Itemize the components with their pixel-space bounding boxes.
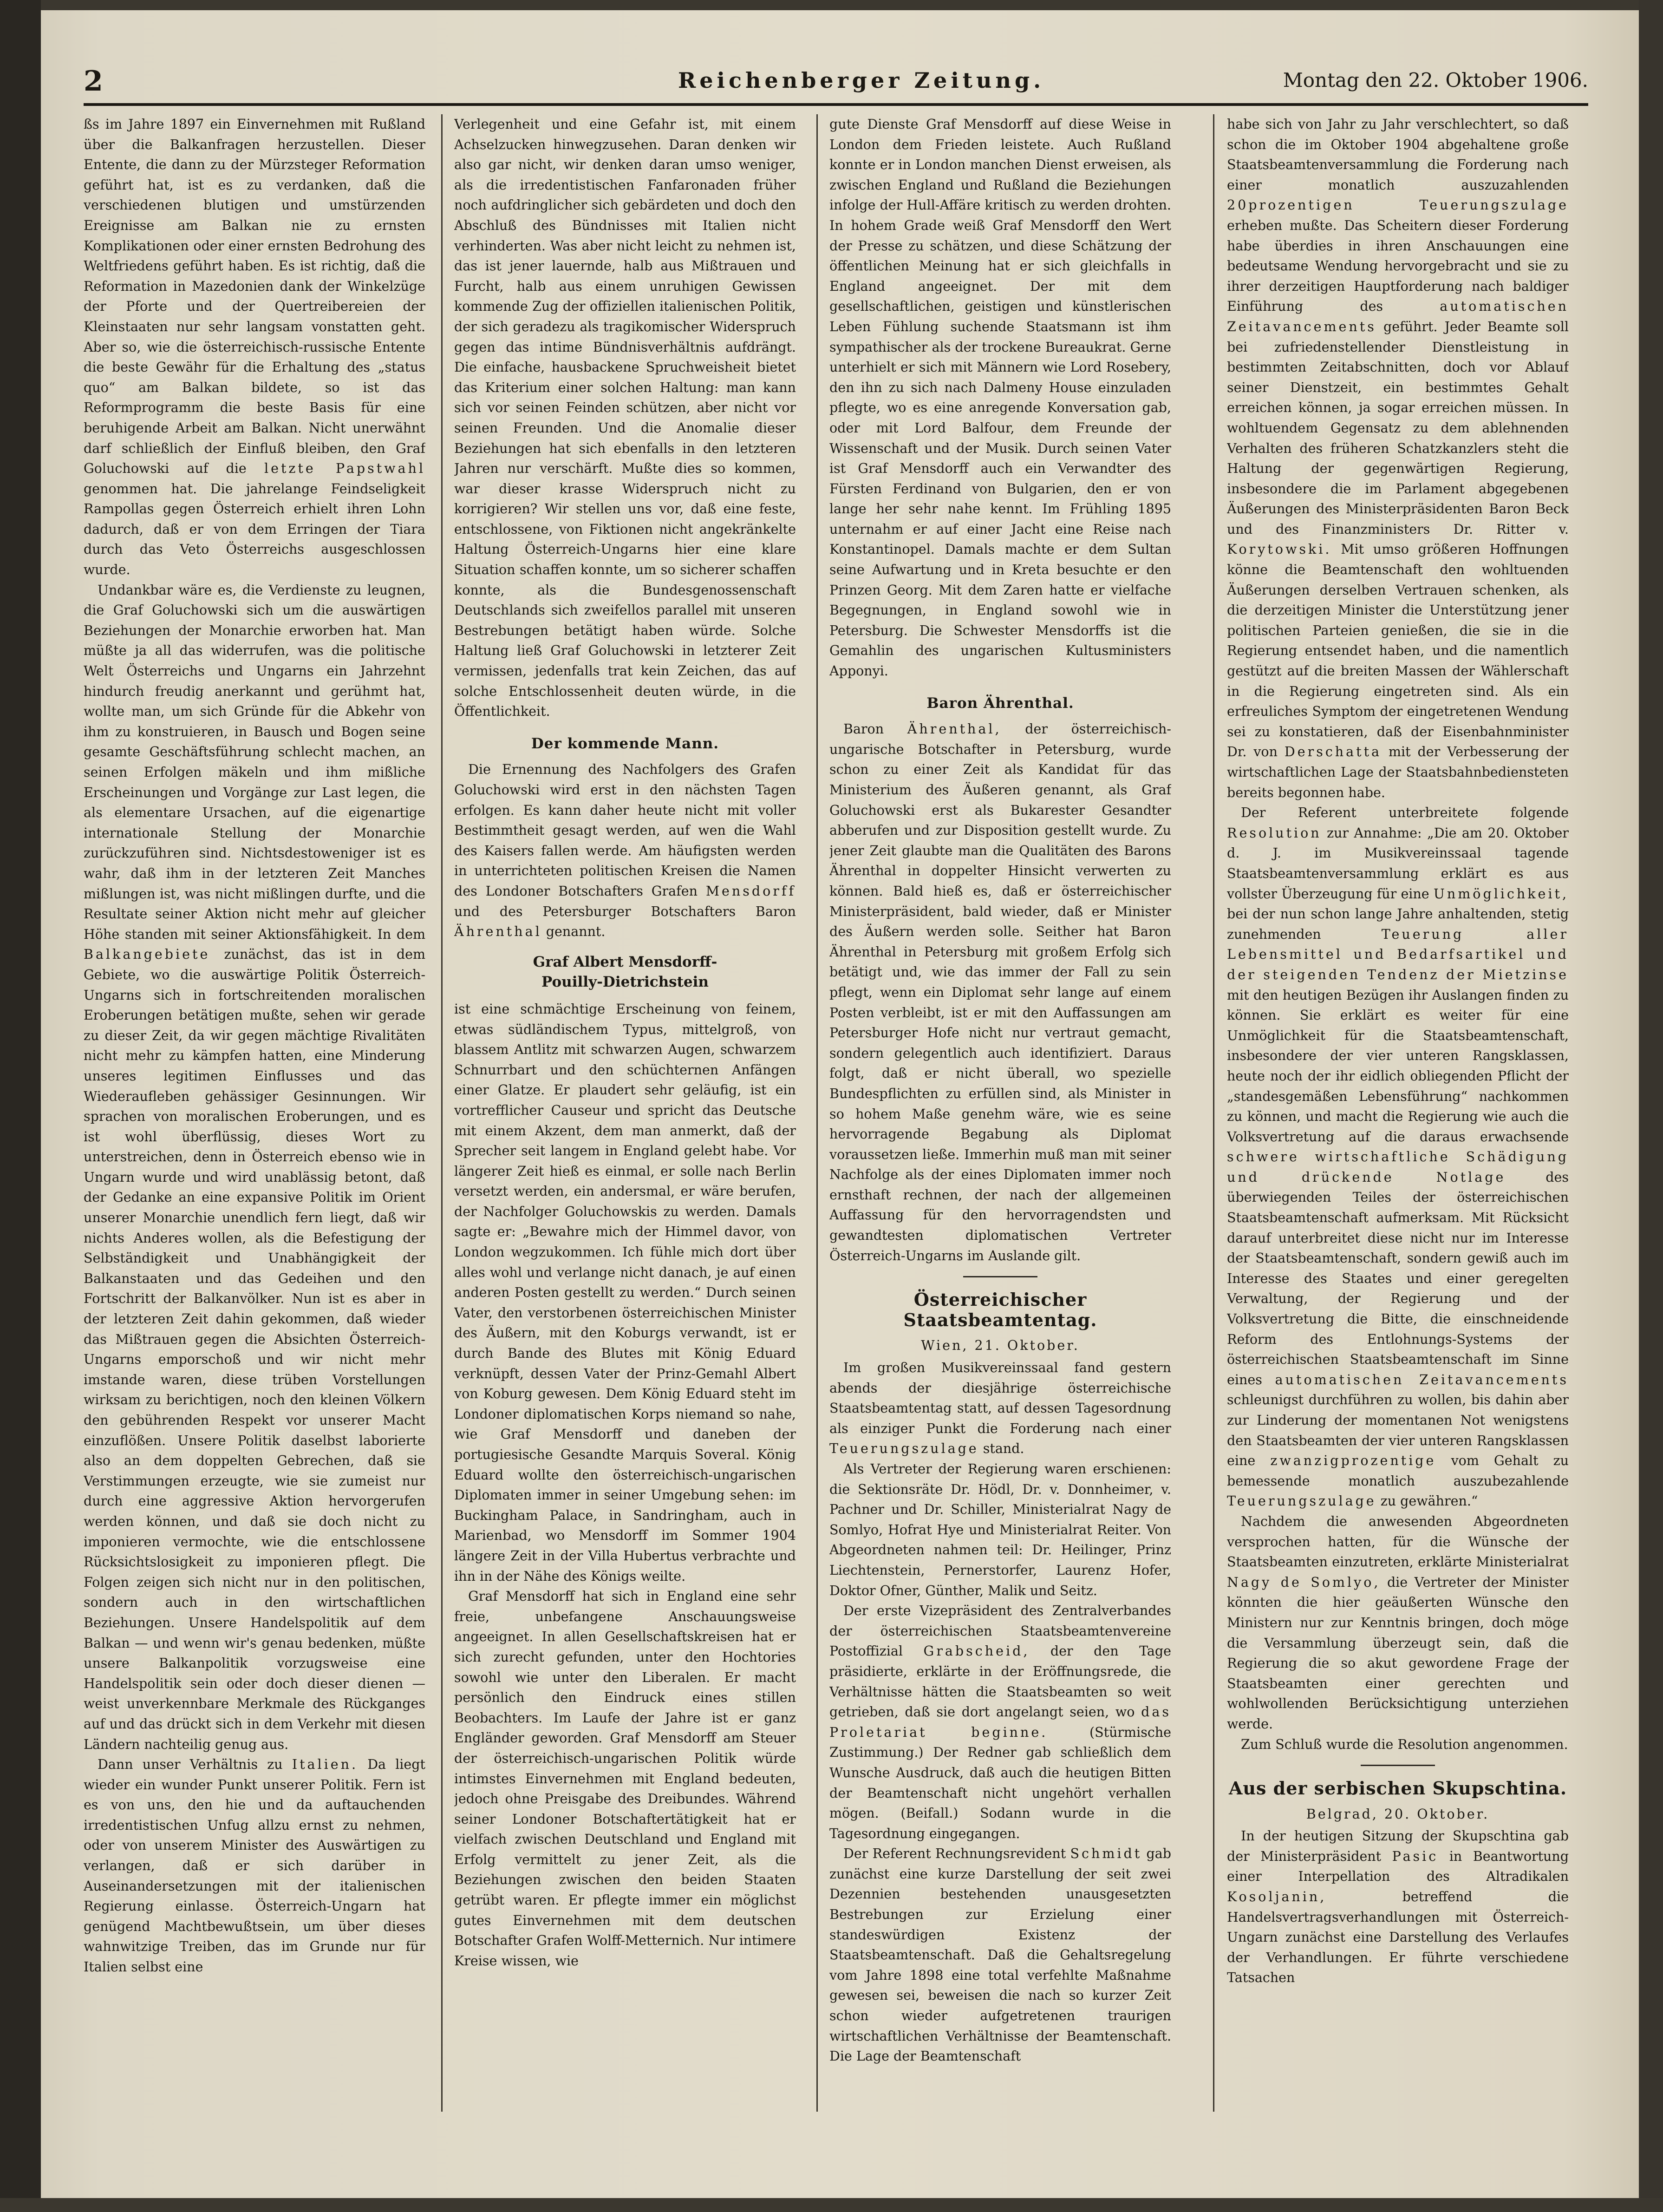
dateline: Belgrad, 20. Oktober. <box>1306 1806 1490 1822</box>
section-heading: Baron Ährenthal. <box>926 694 1074 712</box>
section-heading: Graf Albert Mensdorff- <box>533 953 717 970</box>
paragraph: Der Referent unterbreitete folgende Resolution zur Annahme: „Die am 20. Oktober d. J. im Musikvereinssaal tagende Staatsbeamtenversammlung erklärt es aus vollster Überzeugung für eine Unmöglichkeit, bei der nun schon lange Jahre anhaltenden, stetig zunehmenden Teuerung aller Lebensmittel und Bedarfsartikel und der steigenden Tendenz der Mietzinse mit den heutigen Bezügen ihr Auslangen finden zu können. Sie erklärt es weiter für eine Unmöglichkeit für die Staatsbeamtenschaft, insbesondere der vier unteren Rangsklassen, heute noch der ihr eidlich obliegenden Pflicht der „standesgemäßen Lebensführung“ nachkommen zu können, und macht die Regierung wie auch die Volksvertretung auf die daraus erwachsende schwere wirtschaftliche Schädigung und drückende Notlage des überwiegenden Teiles der österreichischen Staatsbeamtenschaft aufmerksam. Mit Rücksicht darauf unterbreitet diese nicht nur im Interesse der Staatsbeamtenschaft, sondern gewiß auch im Interesse des Staates und einer geregelten Verwaltung, der Regierung und der Volksvertretung die Bitte, die einschneidende Reform des Entlohnungs-Systems der österreichischen Staatsbeamtenschaft im Sinne eines automatischen Zeitavancements schleunigst durchführen zu wollen, bis dahin aber zur Linderung der momentanen Not wenigstens den Staatsbeamten der vier unteren Rangsklassen eine zwanzigprozentige vom Gehalt zu bemessende monatlich auszubezahlende Teuerungszulage zu gewähren.“ <box>1227 805 1569 1509</box>
divider <box>963 1276 1037 1277</box>
column-2 <box>454 114 796 2112</box>
column-rule <box>1213 114 1214 2112</box>
paragraph: ßs im Jahre 1897 ein Einvernehmen mit Rußland über die Balkanfragen herzustellen. Dieser Entente, die dann zu der Mürzsteger Reformation geführt hat, ist es zu verdanken, daß die verschiedenen blutigen und umstürzenden Ereignisse am Balkan nie zu ernsten Komplikationen oder einer ernsten Bedrohung des Weltfriedens geführt haben. Es ist richtig, daß die Reformation in Mazedonien dank der Winkelzüge der Pforte und der Quertreibereien der Kleinstaaten nur sehr langsam vonstatten geht. Aber so, wie die österreichisch-russische Entente die beste Gewähr für die Erhaltung des „status quo“ am Balkan bildete, so ist das Reformprogramm die beste Basis für eine beruhigende Arbeit am Balkan. Nicht unerwähnt darf schließlich der Einfluß bleiben, den Graf Goluchowski auf die letzte Papstwahl genommen hat. Die jahrelange Feindseligkeit Rampollas gegen Österreich erhielt ihren Lohn dadurch, daß er von dem Erringen der Tiara durch das Veto Österreichs ausgeschlossen wurde. <box>84 117 425 578</box>
scan-border-bottom <box>0 2198 1663 2212</box>
section-heading: Der kommende Mann. <box>531 735 719 752</box>
page-header <box>84 65 1588 102</box>
paragraph: Als Vertreter der Regierung waren erschienen: die Sektionsräte Dr. Hödl, Dr. v. Donnheimer, v. Pachner und Dr. Schiller, Ministerialrat Nagy de Somlyo, Hofrat Hye und Ministerialrat Reiter. Von Abgeordneten nahmen teil: Dr. Heilinger, Prinz Liechtenstein, Pernerstorfer, Laurenz Hofer, Doktor Ofner, Günther, Malik und Seitz. <box>829 1461 1171 1598</box>
column-rule <box>816 114 818 2112</box>
paragraph: habe sich von Jahr zu Jahr verschlechtert, so daß schon die im Oktober 1904 abgehaltene große Staatsbeamtenversammlung die Forderung nach einer monatlich auszuzahlenden 20prozentigen Teuerungszulage erheben mußte. Das Scheitern dieser Forderung habe überdies in ihren Anschauungen eine bedeutsame Wendung hervorgebracht und sie zu ihrer derzeitigen Hauptforderung nach baldiger Einführung des automatischen Zeitavancements geführt. Jeder Beamte soll bei zufriedenstellender Dienstleistung in bestimmten Zeitabschnitten, doch vor Ablauf seiner Dienstzeit, ein bestimmtes Gehalt erreichen können, ja sogar erreichen müssen. In wohltuendem Gegensatz zu dem ablehnenden Verhalten des früheren Schatzkanzlers steht die Haltung der gegenwärtigen Regierung, insbesondere die im Parlament abgegebenen Äußerungen des Ministerpräsidenten Baron Beck und des Finanzministers Dr. Ritter v. Korytowski. Mit umso größeren Hoffnungen könne die Beamtenschaft den wohltuenden Äußerungen derselben Vertrauen schenken, als die derzeitigen Minister die Unterstützung jener politischen Parteien genießen, die sie in die Regierung entsendet haben, und die namentlich gestützt auf die breiten Massen der Wählerschaft in die Regierung eingetreten sind. Als ein erfreuliches Symptom der eingetretenen Wendung sei zu konstatieren, daß der Eisenbahnminister Dr. von Derschatta mit der Verbesserung der wirtschaftlichen Lage der Staatsbahnbediensteten bereits begonnen habe. <box>1227 117 1569 800</box>
scan-border-left <box>0 0 41 2212</box>
paragraph: Der erste Vizepräsident des Zentralverbandes der österreichischen Staatsbeamtenvereine Postoffizial Grabscheid, der den Tage präsidierte, erklärte in der Eröffnungsrede, die Verhältnisse hätten die Staatsbeamten so weit getrieben, daß sie dort angelangt seien, wo das Proletariat beginne. (Stürmische Zustimmung.) Der Redner gab schließlich dem Wunsche Ausdruck, daß auch die heutigen Bitten der Beamtenschaft nicht ungehört verhallen mögen. (Beifall.) Sodann wurde in die Tagesordnung eingegangen. <box>829 1603 1171 1841</box>
scan-border-right <box>1639 0 1663 2212</box>
paragraph: ist eine schmächtige Erscheinung von feinem, etwas südländischem Typus, mittelgroß, von blassem Antlitz mit schwarzen Augen, schwarzem Schnurrbart und den schüchternen Anfängen einer Glatze. Er plaudert sehr geläufig, ist ein vortrefflicher Causeur und spricht das Deutsche mit einem Akzent, dem man anmerkt, daß der Sprecher seit langem in England gelebt habe. Vor längerer Zeit hieß es einmal, er solle nach Berlin versetzt werden, ein andersmal, er wäre berufen, der Nachfolger Goluchowskis zu werden. Damals sagte er: „Bewahre mich der Himmel davor, von London wegzukommen. Ich fühle mich dort über alles wohl und verlange nicht danach, je auf einen anderen Posten gestellt zu werden.“ Durch seinen Vater, den verstorbenen österreichischen Minister des Äußern, mit den Koburgs verwandt, ist er durch Bande des Blutes mit König Eduard verknüpft, dessen Vater der Prinz-Gemahl Albert von Koburg gewesen. Dem König Eduard steht im Londoner diplomatischen Korps niemand so nahe, wie Graf Mensdorff und daneben der portugiesische Gesandte Marquis Soveral. König Eduard wollte den österreichisch-ungarischen Diplomaten immer in seiner Umgebung sehen: im Buckingham Palace, in Sandringham, auch in Marienbad, wo Mensdorff im Sommer 1904 längere Zeit in der Villa Hubertus verbrachte und ihn in der Nähe des Königs weilte. <box>454 1001 796 1584</box>
paragraph: Im großen Musikvereinssaal fand gestern abends der diesjährige österreichische Staatsbeamtentag statt, auf dessen Tagesordnung als einziger Punkt die Forderung nach einer Teuerungszulage stand. <box>829 1360 1171 1457</box>
paragraph: Die Ernennung des Nachfolgers des Grafen Goluchowski wird erst in den nächsten Tagen erfolgen. Es kann daher heute nicht mit voller Bestimmtheit gesagt werden, auf wen die Wahl des Kaisers fallen werde. Am häufigsten werden in unterrichteten politischen Kreisen die Namen des Londoner Botschafters Grafen Mensdorff und des Petersburger Botschafters Baron Ährenthal genannt. <box>454 762 796 940</box>
page-number: 2 <box>84 65 103 98</box>
paragraph: In der heutigen Sitzung der Skupschtina gab der Ministerpräsident Pasic in Beantwortung einer Interpellation des Altradikalen Kosoljanin, betreffend die Handelsvertragsverhandlungen mit Österreich-Ungarn zunächst eine Darstellung des Verlaufes der Verhandlungen. Er führte verschiedene Tatsachen <box>1227 1828 1569 1986</box>
dateline: Wien, 21. Oktober. <box>921 1338 1080 1354</box>
paragraph: Graf Mensdorff hat sich in England eine sehr freie, unbefangene Anschauungsweise angeeignet. In allen Gesellschaftskreisen hat er sich zurecht gefunden, unter den Hochtories sowohl wie unter den Liberalen. Er macht persönlich den Eindruck eines stillen Beobachters. Im Laufe der Jahre ist er ganz Engländer geworden. Graf Mensdorff am Steuer der österreichisch-ungarischen Politik würde intimstes Einvernehmen mit England bedeuten, jedoch ohne Preisgabe des Dreibundes. Während seiner Londoner Botschaftertätigkeit hat er vielfach zwischen Deutschland und England mit Erfolg vermittelt zu jener Zeit, als die Beziehungen zwischen den beiden Staaten getrübt waren. Er pflegte immer ein möglichst gutes Einvernehmen mit dem deutschen Botschafter Grafen Wolff-Metternich. Nur intimere Kreise wissen, wie <box>454 1589 796 1969</box>
header-rule <box>84 103 1588 106</box>
column-4 <box>1227 114 1569 2112</box>
paragraph: Verlegenheit und eine Gefahr ist, mit einem Achselzucken hinwegzusehen. Daran denken wir also gar nicht, wir denken daran umso weniger, als die irredentistischen Fanfaronaden früher noch aufdringlicher sich gebärdeten und doch den Abschluß des Bündnisses mit Italien nicht verhinderten. Was aber nicht leicht zu nehmen ist, das ist jener lauernde, halb aus Mißtrauen und Furcht, halb aus einem unruhigen Gewissen kommende Zug der offiziellen italienischen Politik, der sich geradezu als tragikomischer Widerspruch gegen das intime Bündnisverhältnis aufdrängt. Die einfache, hausbackene Spruchweisheit bietet das Kriterium einer solchen Haltung: man kann sich vor seinen Feinden schützen, aber nicht vor seinen Freunden. Und die Anomalie dieser Beziehungen hat sich ebenfalls in den letzteren Jahren nur verschärft. Mußte dies so kommen, war dieser krasse Widerspruch nicht zu korrigieren? Wir stellen uns vor, daß eine feste, entschlossene, von Fiktionen nicht angekränkelte Haltung Österreich-Ungarns hier eine klare Situation schaffen konnte, um so sicherer schaffen konnte, als die Bundesgenossenschaft Deutschlands sich zweifellos parallel mit unseren Bestrebungen betätigt haben würde. Solche Haltung ließ Graf Goluchowski in letzterer Zeit vermissen, jedenfalls trat kein Zeichen, das auf solche Entschlossenheit deuten würde, in die Öffentlichkeit. <box>454 117 796 720</box>
article-headline: Österreichischer Staatsbeamtentag. <box>903 1289 1097 1330</box>
paragraph: Dann unser Verhältnis zu Italien. Da liegt wieder ein wunder Punkt unserer Politik. Fern ist es von uns, den hie und da auftauchenden irredentistischen Unfug allzu ernst zu nehmen, oder von unserem Minister des Auswärtigen zu verlangen, daß er sich darüber in Auseinandersetzungen mit der italienischen Regierung einlasse. Österreich-Ungarn hat genügend Machtbewußtsein, um über dieses wahnwitzige Treiben, das im Grunde nur für Italien selbst eine <box>84 1757 425 1975</box>
paragraph: Nachdem die anwesenden Abgeordneten versprochen hatten, für die Wünsche der Staatsbeamten einzutreten, erklärte Ministerialrat Nagy de Somlyo, die Vertreter der Minister könnten die hier geäußerten Wünsche den Ministern nur zur Kenntnis bringen, doch möge die Versammlung überzeugt sein, daß die Regierung die so akut gewordene Frage der Staatsbeamten einer gerechten und wohlwollenden Berücksichtigung unterziehen werde. <box>1227 1513 1569 1732</box>
scan-border-top <box>0 0 1663 10</box>
column-3 <box>829 114 1171 2112</box>
newspaper-title: Reichenberger Zeitung. <box>678 68 1045 93</box>
paragraph: Der Referent Rechnungsrevident Schmidt gab zunächst eine kurze Darstellung der seit zwei Dezennien bestehenden unausgesetzten Bestrebungen zur Erzielung einer standeswürdigen Existenz der Staatsbeamtenschaft. Daß die Gehaltsregelung vom Jahre 1898 eine total verfehlte Maßnahme gewesen sei, beweisen die nach so kurzer Zeit schon wieder aufgetretenen traurigen wirtschaftlichen Verhältnisse der Beamtenschaft. Die Lage der Beamtenschaft <box>829 1846 1171 2064</box>
paragraph: Baron Ährenthal, der österreichisch-ungarische Botschafter in Petersburg, wurde schon zu einer Zeit als Kandidat für das Ministerium des Äußeren genannt, als Graf Goluchowski erst als Bukarester Gesandter abberufen und zur Disposition gestellt wurde. Zu jener Zeit glaubte man die Qualitäten des Barons Ährenthal in doppelter Hinsicht verwerten zu können. Bald hieß es, daß er österreichischer Ministerpräsident, bald wieder, daß er Minister des Äußern werden solle. Seither hat Baron Ährenthal in Petersburg mit großem Erfolg sich betätigt und, wie das immer der Fall zu sein pflegt, wenn ein Diplomat sehr lange auf einem Posten verbleibt, ist er mit den Auffassungen am Petersburger Hofe nicht nur vertraut gemacht, sondern gelegentlich auch identifiziert. Daraus folgt, daß er nicht überall, wo spezielle Bundespflichten zu erfüllen sind, als Minister in so hohem Maße genehm wäre, wie es seine hervorragende Begabung als Diplomat voraussetzen ließe. Immerhin muß man mit seiner Nachfolge als der eines Diplomaten immer noch ernsthaft rechnen, der nach der allgemeinen Auffassung für den hervorragendsten und gewandtesten diplomatischen Vertreter Österreich-Ungarns im Auslande gilt. <box>829 721 1171 1263</box>
paragraph: Undankbar wäre es, die Verdienste zu leugnen, die Graf Goluchowski sich um die auswärtigen Beziehungen der Monarchie erworben hat. Man müßte ja all das widerrufen, was die politische Welt Österreichs und Ungarns ein Jahrzehnt hindurch freudig anerkannt und gerühmt hat, wollte man, um sich Gründe für die Abkehr von ihm zu konstruieren, in Bausch und Bogen seine gesamte Geschäftsführung schlecht machen, an seinen Erfolgen mäkeln und ihm mißliche Erscheinungen und Vorgänge zur Last legen, die als elementare Ursachen, auf die eigenartige internationale Stellung der Monarchie zurückzuführen sind. Nichtsdestoweniger ist es wahr, daß ihm in der letzteren Zeit Manches mißlungen ist, was nicht mißlingen durfte, und die Resultate seiner Aktion nicht mehr auf gleicher Höhe standen mit seiner Aktionsfähigkeit. In dem Balkangebiete zunächst, das ist in dem Gebiete, wo die auswärtige Politik Österreich-Ungarns sich in fortschreitenden moralischen Eroberungen betätigen mußte, sehen wir gerade zu dieser Zeit, da wir gegen mächtige Rivalitäten nicht mehr zu kämpfen hatten, eine Minderung unseres legitimen Einflusses und das Wiederaufleben gehässiger Gesinnungen. Wir sprachen von moralischen Eroberungen, und es ist wohl überflüssig, dieses Wort zu unterstreichen, denn in Österreich ebenso wie in Ungarn wurde und wird unablässig betont, daß der Gedanke an eine expansive Politik im Orient unserer Monarchie unendlich fern liegt, daß wir nichts Anderes wollen, als die Befestigung der Selbständigkeit und Unabhängigkeit der Balkanstaaten und das Gedeihen und den Fortschritt der Balkanvölker. Nun ist es aber in der letzteren Zeit dahin gekommen, daß wieder das Mißtrauen gegen die Absichten Österreich-Ungarns emporschoß und wir nicht mehr imstande waren, diese trüben Vorstellungen wirksam zu berichtigen, noch den kleinen Völkern den gebührenden Respekt vor unserer Macht einzuflößen. Unsere Politik daselbst laborierte also an dem doppelten Gebrechen, daß sie Verstimmungen erzeugte, wie sie zumeist nur durch eine aggressive Aktion hervorgerufen werden können, und daß sie doch nicht zu imponieren vermochte, wie die entschlossene Rücksichtslosigkeit zu imponieren pflegt. Die Folgen zeigen sich nicht nur in den politischen, sondern auch in den wirtschaftlichen Beziehungen. Unsere Handelspolitik auf dem Balkan — und wenn wir's genau bedenken, müßte unsere Balkanpolitik vorzugsweise eine Handelspolitik sein oder doch dieser dienen — weist unverkennbare Merkmale des Rückganges auf und das drückt sich in dem Verkehr mit diesen Ländern nachteilig genug aus. <box>84 582 425 1752</box>
paragraph: gute Dienste Graf Mensdorff auf diese Weise in London dem Frieden leistete. Auch Rußland konnte er in London manchen Dienst erweisen, als zwischen England und Rußland die Beziehungen infolge der Hull-Affäre kritisch zu werden drohten. In hohem Grade weiß Graf Mensdorff den Wert der Presse zu schätzen, und diese Schätzung der öffentlichen Meinung hat er sich gleichfalls in England angeeignet. Der mit dem gesellschaftlichen, geistigen und künstlerischen Leben Fühlung suchende Staatsmann ist ihm sympathischer als der trockene Bureaukrat. Gerne unterhielt er sich mit Männern wie Lord Rosebery, den ihn zu sich nach Dalmeny House einzuladen pflegte, wo es eine anregende Konversation gab, oder mit Lord Balfour, dem Freunde der Wissenschaft und der Musik. Durch seinen Vater ist Graf Mensdorff auch ein Verwandter des Fürsten Ferdinand von Bulgarien, den er von lange her sehr nahe kennt. Im Frühling 1895 unternahm er auf einer Jacht eine Reise nach Konstantinopel. Damals machte er dem Sultan seine Aufwartung und in Kreta besuchte er den Prinzen Georg. Mit dem Zaren hatte er vielfache Begegnungen, in England sowohl wie in Petersburg. Die Schwester Mensdorffs ist die Gemahlin des ungarischen Kultusministers Apponyi. <box>829 117 1171 679</box>
column-1 <box>84 114 425 2112</box>
issue-date: Montag den 22. Oktober 1906. <box>1283 69 1588 92</box>
section-heading: Pouilly-Dietrichstein <box>541 974 709 991</box>
paragraph: Zum Schluß wurde die Resolution angenommen. <box>1241 1736 1568 1752</box>
column-rule <box>441 114 443 2112</box>
divider <box>1361 1765 1435 1766</box>
article-headline: Aus der serbischen Skupschtina. <box>1228 1778 1567 1799</box>
